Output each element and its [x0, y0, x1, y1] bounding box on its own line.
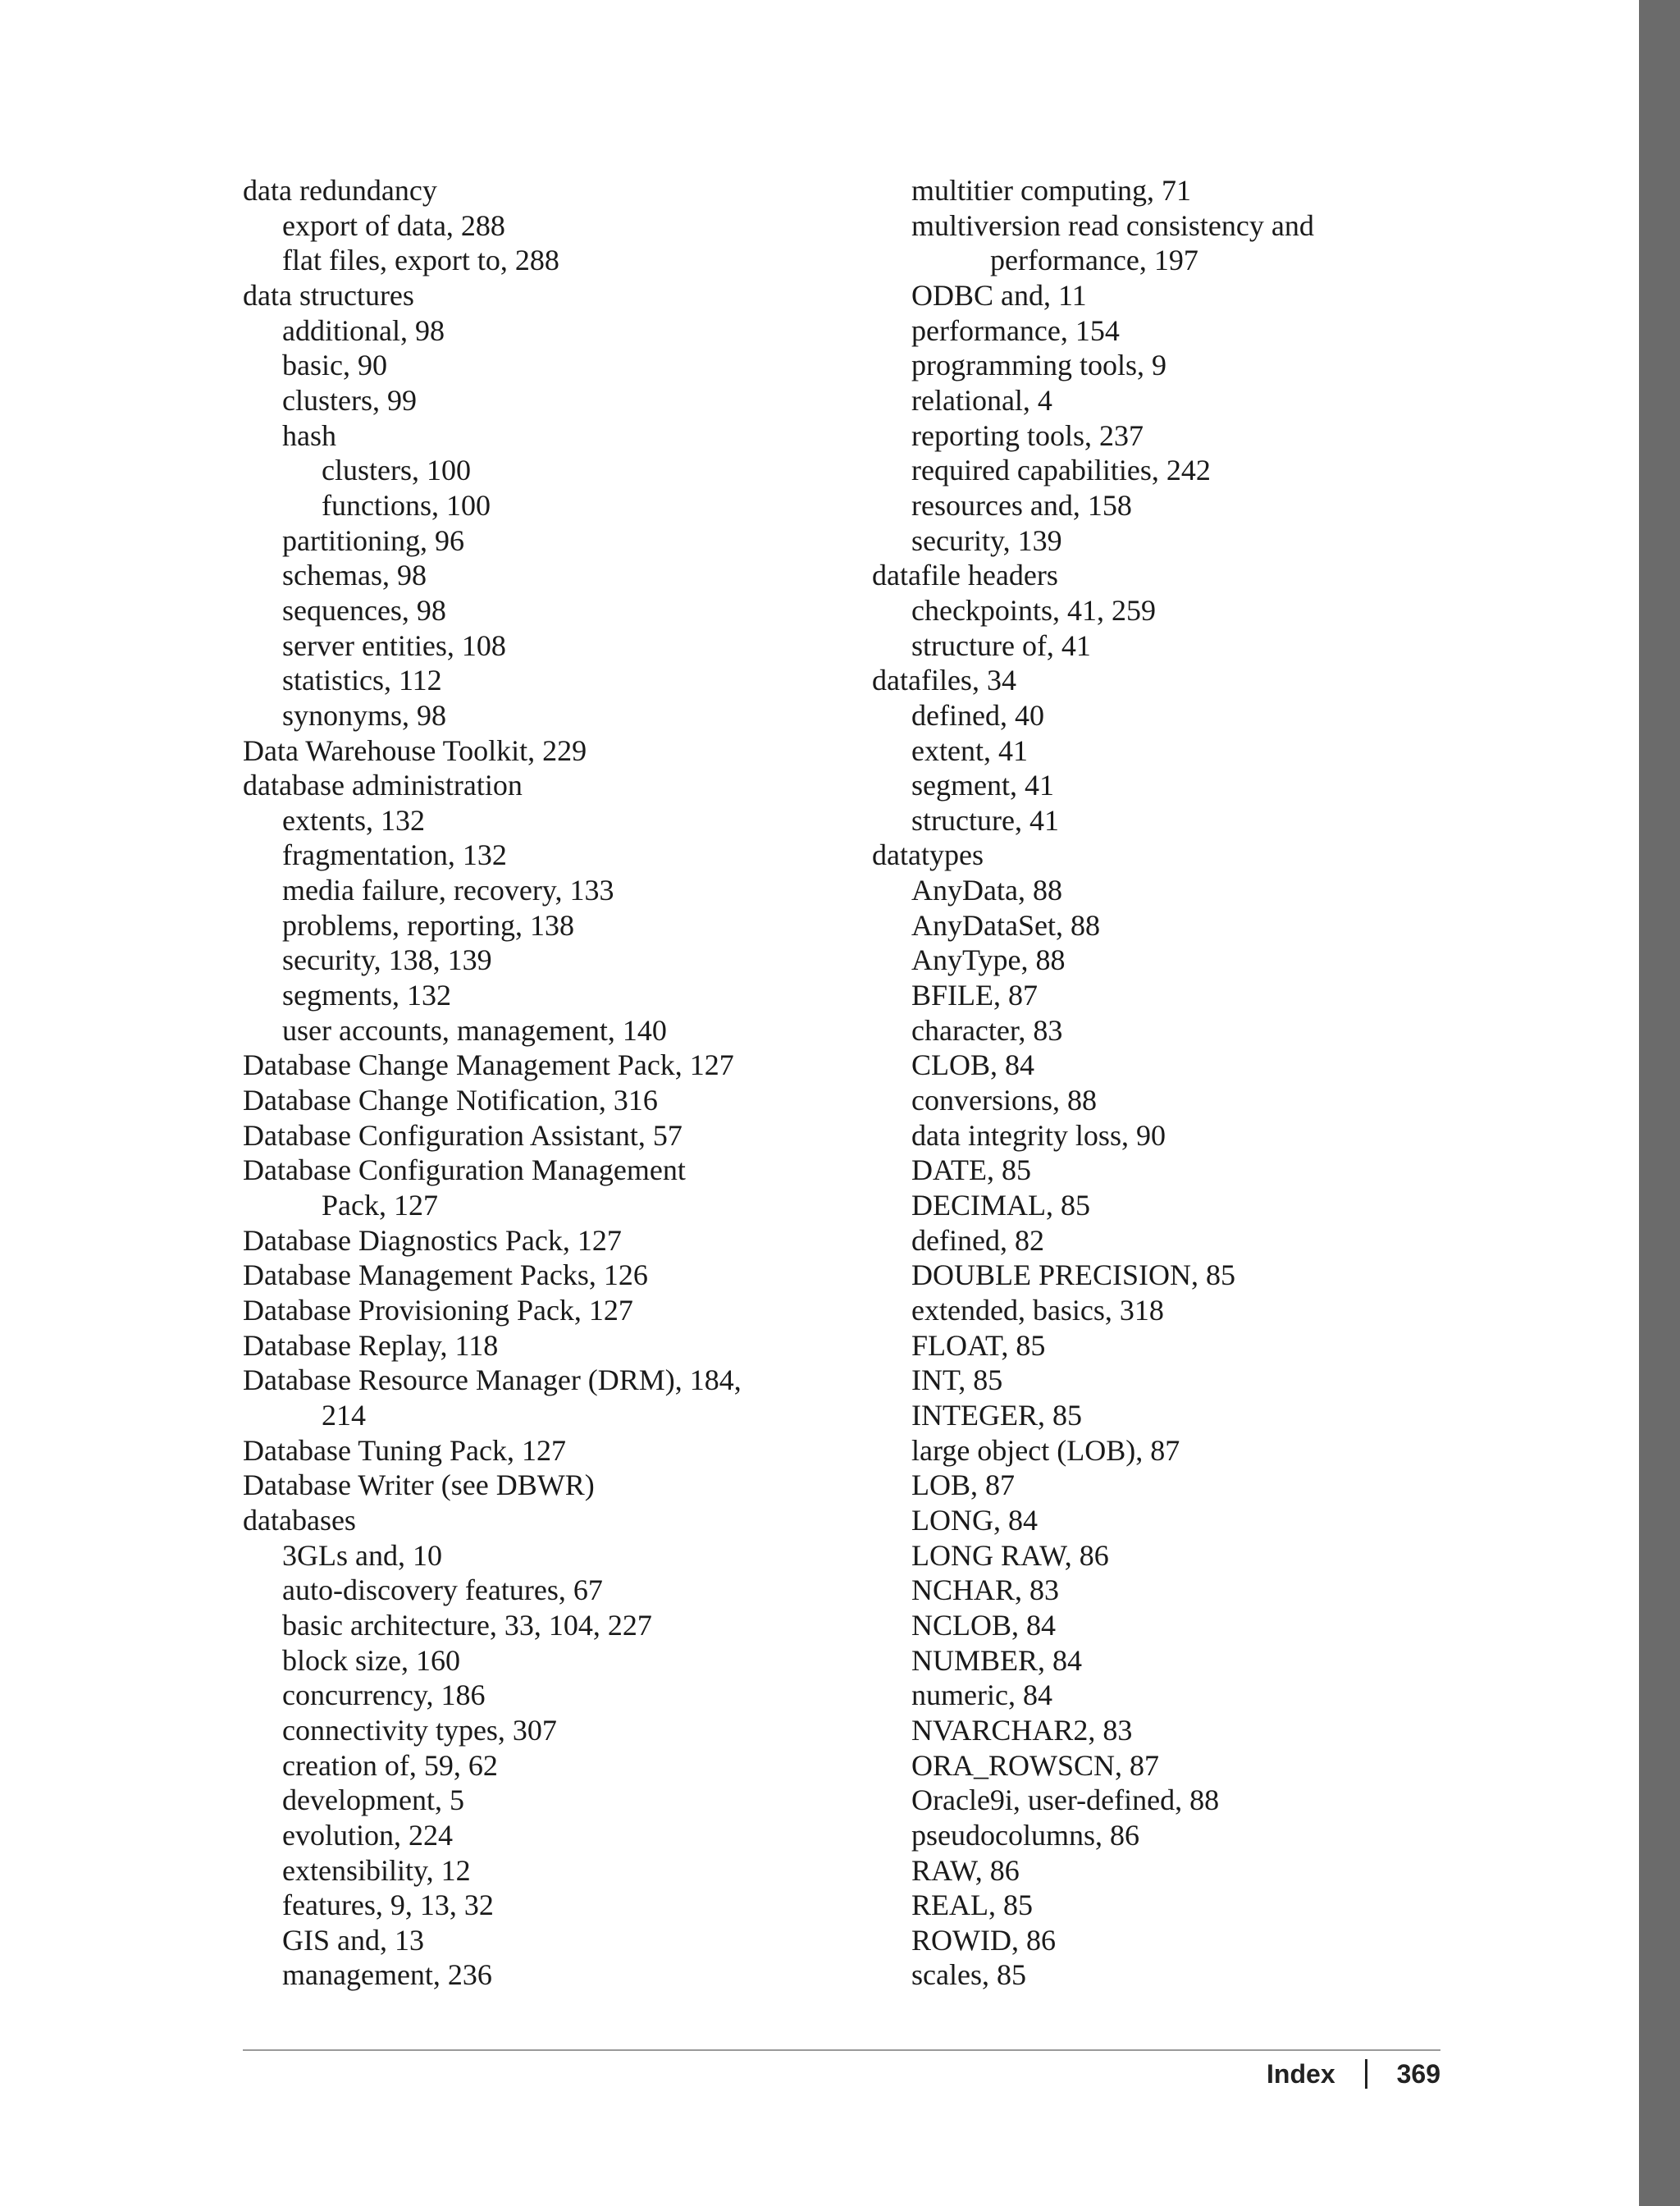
entry-text: functions, 100 — [322, 488, 491, 522]
index-subentry — [243, 1608, 866, 1643]
index-subentry — [872, 1118, 1495, 1153]
index-subentry — [243, 383, 866, 418]
index-subentry — [872, 208, 1495, 278]
entry-text: hash — [282, 418, 336, 452]
entry-text: ROWID, 86 — [911, 1923, 1056, 1957]
entry-text: Database Diagnostics Pack, 127 — [243, 1223, 622, 1257]
index-subentry — [872, 1153, 1495, 1188]
entry-text: data redundancy — [243, 174, 437, 207]
footer-section-label: Index — [1267, 2059, 1335, 2089]
index-subentry — [872, 1853, 1495, 1889]
index-subentry — [872, 1398, 1495, 1433]
index-subentry — [872, 348, 1495, 383]
index-entry — [243, 1223, 866, 1258]
index-subentry — [243, 1013, 866, 1048]
entry-text: Database Resource Manager (DRM), 184, — [243, 1363, 742, 1397]
entry-text: Database Tuning Pack, 127 — [243, 1433, 566, 1467]
entry-text: security, 138, 139 — [282, 943, 492, 977]
entry-text: server entities, 108 — [282, 628, 506, 662]
entry-text: NCLOB, 84 — [911, 1608, 1057, 1642]
index-subentry — [243, 558, 866, 593]
index-subentry — [243, 1957, 866, 1993]
entry-text: BFILE, 87 — [911, 979, 1039, 1012]
entry-text: export of data, 288 — [282, 208, 505, 242]
index-entry — [243, 733, 866, 769]
entry-text: clusters, 100 — [322, 454, 471, 487]
entry-text: conversions, 88 — [911, 1084, 1097, 1117]
index-subentry — [243, 1713, 866, 1748]
entry-text: segment, 41 — [911, 769, 1054, 802]
entry-text: extensibility, 12 — [282, 1853, 471, 1887]
index-subentry — [872, 1608, 1495, 1643]
index-entry — [243, 1258, 866, 1293]
entry-text: required capabilities, 242 — [911, 454, 1211, 487]
index-subentry — [872, 1888, 1495, 1923]
index-subentry — [872, 278, 1495, 313]
footer-rule — [243, 2049, 1440, 2051]
index-subentry — [872, 733, 1495, 769]
page-number: 369 — [1396, 2059, 1440, 2089]
entry-text: Database Change Notification, 316 — [243, 1084, 658, 1117]
index-subentry — [243, 838, 866, 873]
entry-text: LONG RAW, 86 — [911, 1538, 1109, 1572]
entry-text: Database Replay, 118 — [243, 1328, 499, 1362]
entry-text: FLOAT, 85 — [911, 1328, 1046, 1362]
index-entry — [872, 663, 1495, 698]
index-subentry — [872, 1678, 1495, 1713]
entry-text: reporting tools, 237 — [911, 418, 1144, 452]
entry-text: features, 9, 13, 32 — [282, 1889, 494, 1922]
index-entry — [243, 1153, 866, 1222]
entry-text: segments, 132 — [282, 979, 451, 1012]
entry-text: Database Configuration Assistant, 57 — [243, 1118, 682, 1152]
index-subentry — [872, 1468, 1495, 1503]
index-subentry — [243, 943, 866, 978]
index-subentry — [243, 663, 866, 698]
entry-text: clusters, 99 — [282, 383, 417, 417]
index-subentry — [243, 873, 866, 908]
entry-continuation: 214 — [322, 1398, 366, 1432]
index-subentry — [872, 418, 1495, 454]
entry-text: INTEGER, 85 — [911, 1398, 1082, 1432]
entry-text: Database Change Management Pack, 127 — [243, 1048, 734, 1082]
index-subentry — [872, 523, 1495, 559]
index-subentry — [872, 1328, 1495, 1363]
entry-text: CLOB, 84 — [911, 1048, 1035, 1082]
index-subentry — [243, 628, 866, 664]
entry-text: auto-discovery features, 67 — [282, 1573, 603, 1607]
entry-text: REAL, 85 — [911, 1889, 1033, 1922]
entry-text: datafiles, 34 — [872, 664, 1016, 697]
entry-text: extents, 132 — [282, 803, 425, 837]
index-subentry — [872, 1013, 1495, 1048]
entry-text: synonyms, 98 — [282, 698, 447, 732]
entry-text: block size, 160 — [282, 1643, 460, 1677]
entry-text: INT, 85 — [911, 1363, 1003, 1397]
entry-text: DATE, 85 — [911, 1153, 1031, 1187]
entry-text: data structures — [243, 278, 414, 312]
entry-text: Data Warehouse Toolkit, 229 — [243, 733, 587, 767]
entry-text: management, 236 — [282, 1958, 492, 1992]
entry-text: evolution, 224 — [282, 1818, 453, 1852]
index-entry — [243, 1293, 866, 1328]
index-column-left — [243, 173, 866, 1993]
entry-text: character, 83 — [911, 1013, 1063, 1047]
entry-text: resources and, 158 — [911, 488, 1132, 522]
entry-text: programming tools, 9 — [911, 349, 1166, 382]
index-entry — [243, 1328, 866, 1363]
index-subentry — [243, 313, 866, 349]
entry-text: problems, reporting, 138 — [282, 908, 574, 942]
index-subsubentry — [243, 453, 866, 488]
index-subentry — [243, 243, 866, 278]
index-entry — [243, 1363, 866, 1432]
entry-text: GIS and, 13 — [282, 1923, 424, 1957]
index-subentry — [243, 1818, 866, 1853]
entry-text: security, 139 — [911, 523, 1062, 557]
entry-text: media failure, recovery, 133 — [282, 874, 614, 907]
index-subentry — [243, 1888, 866, 1923]
entry-text: datatypes — [872, 838, 984, 872]
index-subentry — [243, 803, 866, 838]
entry-continuation: Pack, 127 — [322, 1189, 438, 1222]
entry-text: numeric, 84 — [911, 1678, 1052, 1712]
page-edge-gutter — [1639, 0, 1680, 2206]
index-subentry — [872, 1748, 1495, 1784]
footer-separator — [1365, 2059, 1367, 2089]
entry-text: NVARCHAR2, 83 — [911, 1713, 1133, 1747]
index-subentry — [872, 1363, 1495, 1398]
entry-text: Database Management Packs, 126 — [243, 1258, 648, 1292]
entry-text: basic, 90 — [282, 349, 387, 382]
index-subentry — [243, 1678, 866, 1713]
entry-text: schemas, 98 — [282, 559, 427, 592]
index-subentry — [243, 418, 866, 454]
index-subentry — [872, 1957, 1495, 1993]
index-subentry — [872, 1923, 1495, 1958]
entry-text: Database Writer (see DBWR) — [243, 1468, 595, 1502]
entry-text: DECIMAL, 85 — [911, 1189, 1090, 1222]
index-subsubentry — [243, 488, 866, 523]
index-subentry — [872, 1573, 1495, 1608]
entry-text: LONG, 84 — [911, 1503, 1038, 1537]
index-column-right — [872, 173, 1495, 1993]
entry-text: scales, 85 — [911, 1958, 1026, 1992]
entry-text: LOB, 87 — [911, 1468, 1015, 1502]
index-subentry — [872, 1713, 1495, 1748]
index-subentry — [872, 383, 1495, 418]
entry-text: statistics, 112 — [282, 664, 442, 697]
index-subentry — [872, 803, 1495, 838]
index-subentry — [243, 1853, 866, 1889]
index-entry — [243, 1433, 866, 1468]
entry-text: multitier computing, 71 — [911, 174, 1191, 207]
page-footer — [1267, 2057, 1440, 2091]
entry-text: 3GLs and, 10 — [282, 1538, 442, 1572]
index-entry — [243, 173, 866, 208]
entry-text: structure, 41 — [911, 803, 1059, 837]
index-subentry — [872, 1048, 1495, 1083]
index-subentry — [872, 1503, 1495, 1538]
entry-text: database administration — [243, 769, 523, 802]
index-subentry — [872, 1223, 1495, 1258]
index-entry — [243, 1468, 866, 1503]
index-entry — [243, 1048, 866, 1083]
entry-text: Database Configuration Management — [243, 1153, 686, 1187]
entry-text: concurrency, 186 — [282, 1678, 486, 1712]
index-subentry — [872, 1538, 1495, 1573]
entry-text: Oracle9i, user-defined, 88 — [911, 1784, 1220, 1817]
index-subentry — [872, 1188, 1495, 1223]
index-subentry — [872, 908, 1495, 943]
entry-text: multiversion read consistency and — [911, 208, 1314, 242]
entry-text: extent, 41 — [911, 733, 1028, 767]
entry-text: databases — [243, 1503, 356, 1537]
entry-text: checkpoints, 41, 259 — [911, 593, 1156, 627]
index-entry — [243, 278, 866, 313]
entry-text: Database Provisioning Pack, 127 — [243, 1294, 633, 1327]
index-subentry — [872, 1818, 1495, 1853]
entry-text: data integrity loss, 90 — [911, 1118, 1166, 1152]
entry-text: structure of, 41 — [911, 628, 1091, 662]
entry-text: pseudocolumns, 86 — [911, 1818, 1139, 1852]
index-subentry — [243, 698, 866, 733]
entry-text: partitioning, 96 — [282, 523, 464, 557]
index-subentry — [872, 628, 1495, 664]
entry-text: datafile headers — [872, 559, 1058, 592]
index-subentry — [243, 978, 866, 1013]
entry-text: NUMBER, 84 — [911, 1643, 1083, 1677]
entry-text: ORA_ROWSCN, 87 — [911, 1748, 1160, 1782]
index-entry — [243, 1118, 866, 1153]
index-subentry — [872, 173, 1495, 208]
entry-text: development, 5 — [282, 1784, 464, 1817]
index-subentry — [872, 698, 1495, 733]
entry-text: NCHAR, 83 — [911, 1573, 1060, 1607]
index-subentry — [243, 523, 866, 559]
index-subentry — [872, 1643, 1495, 1678]
index-subentry — [243, 908, 866, 943]
entry-text: AnyType, 88 — [911, 943, 1066, 977]
index-subentry — [872, 873, 1495, 908]
entry-text: defined, 40 — [911, 698, 1044, 732]
entry-text: fragmentation, 132 — [282, 838, 507, 872]
index-subentry — [872, 768, 1495, 803]
entry-text: flat files, export to, 288 — [282, 244, 559, 277]
index-entry — [243, 1083, 866, 1118]
index-subentry — [872, 1083, 1495, 1118]
index-entry — [243, 1503, 866, 1538]
index-subentry — [872, 943, 1495, 978]
entry-text: connectivity types, 307 — [282, 1713, 557, 1747]
entry-text: DOUBLE PRECISION, 85 — [911, 1258, 1236, 1292]
index-subentry — [243, 1573, 866, 1608]
index-subentry — [872, 1783, 1495, 1818]
entry-text: extended, basics, 318 — [911, 1294, 1164, 1327]
index-subentry — [872, 1433, 1495, 1468]
entry-text: user accounts, management, 140 — [282, 1013, 667, 1047]
index-entry — [872, 558, 1495, 593]
entry-text: large object (LOB), 87 — [911, 1433, 1180, 1467]
index-subentry — [872, 1258, 1495, 1293]
index-subentry — [872, 313, 1495, 349]
entry-text: relational, 4 — [911, 383, 1052, 417]
entry-text: performance, 154 — [911, 313, 1120, 347]
entry-text: RAW, 86 — [911, 1853, 1020, 1887]
index-subentry — [243, 1783, 866, 1818]
entry-text: ODBC and, 11 — [911, 278, 1087, 312]
index-subentry — [243, 208, 866, 244]
index-subentry — [243, 1748, 866, 1784]
index-subentry — [872, 453, 1495, 488]
index-subentry — [872, 1293, 1495, 1328]
index-subentry — [872, 978, 1495, 1013]
entry-text: additional, 98 — [282, 313, 445, 347]
entry-text: creation of, 59, 62 — [282, 1748, 498, 1782]
index-subentry — [243, 348, 866, 383]
entry-text: basic architecture, 33, 104, 227 — [282, 1608, 652, 1642]
index-subentry — [872, 593, 1495, 628]
index-entry — [243, 768, 866, 803]
index-entry — [872, 838, 1495, 873]
index-subentry — [243, 593, 866, 628]
index-subentry — [243, 1538, 866, 1573]
entry-continuation: performance, 197 — [990, 244, 1198, 277]
index-subentry — [243, 1643, 866, 1678]
entry-text: AnyDataSet, 88 — [911, 908, 1100, 942]
entry-text: AnyData, 88 — [911, 874, 1062, 907]
entry-text: defined, 82 — [911, 1223, 1044, 1257]
index-subentry — [872, 488, 1495, 523]
index-subentry — [243, 1923, 866, 1958]
entry-text: sequences, 98 — [282, 593, 446, 627]
